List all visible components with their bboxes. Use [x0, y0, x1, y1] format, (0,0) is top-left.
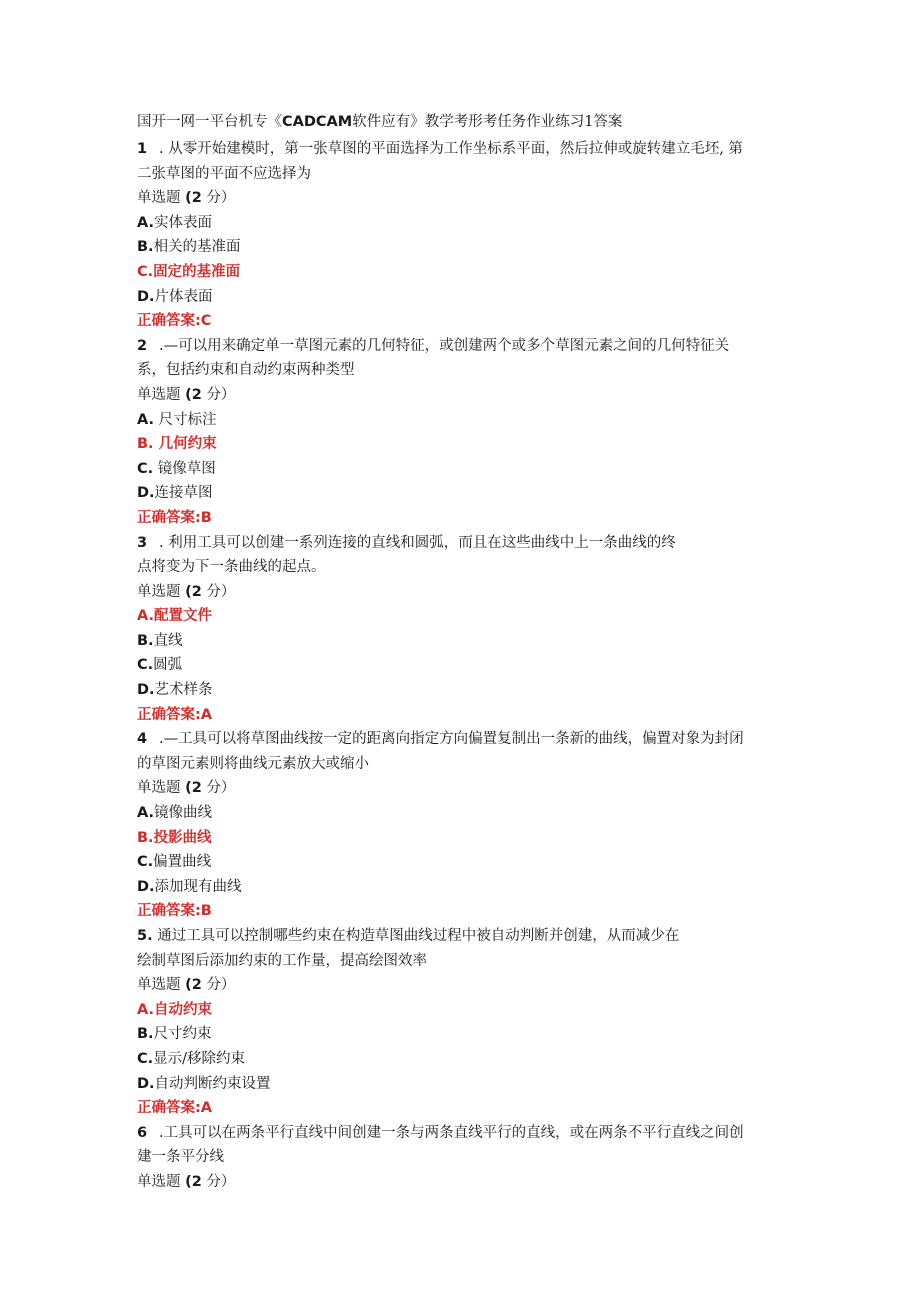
option-letter: A. [137, 214, 154, 231]
option-text: 几何约束 [153, 435, 217, 453]
option-letter: C. [137, 263, 154, 280]
option-text: 自动约束 [154, 1000, 212, 1018]
document-title [137, 110, 790, 134]
question-stem-line2: 二张草图的平面不应选择为 [137, 165, 311, 182]
question-type-label: 单选题 [137, 780, 181, 797]
option-text: 直线 [153, 632, 183, 649]
question-stem-text: 通过工具可以控制哪些约束在构造草图曲线过程中被自动判断并创建，从而减少在 [152, 928, 680, 944]
question-type-label: 单选题 [137, 583, 181, 600]
question-stem-line2: 绘制草图后添加约束的工作量，提高绘图效率 [137, 952, 427, 969]
option-d [137, 285, 790, 310]
correct-answer: 正确答案:A [137, 706, 213, 723]
question-type [137, 580, 790, 605]
correct-answer: 正确答案:B [137, 903, 212, 920]
option-c [137, 850, 790, 875]
option-text: 镜像曲线 [154, 805, 212, 822]
question-points-unit: 分） [206, 977, 236, 994]
question-stem-line1 [137, 334, 790, 359]
title-prefix: 国开一网一平台机专《 [137, 114, 282, 130]
question-stem-line1 [137, 1121, 790, 1146]
option-letter: A. [137, 608, 154, 625]
question-points-unit: 分） [206, 386, 236, 403]
option-text: 固定的基准面 [153, 262, 241, 280]
question-stem-line2: 建一条平分线 [137, 1149, 224, 1166]
question-number: 2 [137, 337, 148, 354]
option-d [137, 678, 790, 703]
question-stem-text: .—工具可以将草图曲线按一定的距离向指定方向偏置复制出一条新的曲线，偏置对象为封闭 [159, 731, 744, 748]
question-points: (2 [185, 1173, 202, 1190]
option-text: 显示/移除约束 [153, 1050, 246, 1067]
question-points: (2 [185, 977, 202, 994]
title-suffix: 软件应有》教学考形考任务作业练习1答案 [352, 114, 623, 130]
question-stem-text: . 从零开始建模时，第一张草图的平面选择为工作坐标系平面，然后拉伸或旋转建立毛坯, 第 [159, 141, 743, 157]
option-text: 配置文件 [154, 607, 212, 625]
question-points: (2 [185, 190, 202, 207]
question-5 [137, 924, 790, 1121]
option-letter: B. [137, 239, 154, 256]
option-text: 尺寸约束 [153, 1026, 212, 1043]
option-b [137, 432, 790, 457]
option-text: 片体表面 [154, 288, 213, 305]
option-c [137, 457, 790, 482]
question-number: 4 [137, 731, 148, 748]
option-letter: D. [137, 878, 155, 895]
question-points: (2 [185, 386, 202, 403]
question-type-label: 单选题 [137, 386, 181, 403]
option-d [137, 1072, 790, 1097]
correct-answer: 正确答案:A [137, 1100, 213, 1117]
question-1 [137, 137, 790, 334]
question-4 [137, 727, 790, 924]
option-letter: B. [137, 436, 154, 453]
option-text: 添加现有曲线 [154, 878, 242, 895]
question-stem-line2: 系，包括约束和自动约束两种类型 [137, 362, 355, 379]
option-letter: C. [137, 1050, 154, 1067]
option-letter: A. [137, 805, 154, 822]
option-text: 尺寸标注 [154, 411, 217, 428]
question-type [137, 973, 790, 998]
option-c [137, 260, 790, 285]
option-letter: D. [137, 288, 155, 305]
question-stem-line1 [137, 137, 790, 162]
option-text: 相关的基准面 [153, 239, 241, 256]
question-type [137, 776, 790, 801]
question-3 [137, 531, 790, 728]
option-a [137, 801, 790, 826]
option-a [137, 408, 790, 433]
option-a [137, 998, 790, 1023]
option-b [137, 1022, 790, 1047]
option-letter: C. [137, 657, 154, 674]
option-text: 连接草图 [154, 485, 213, 502]
title-bold: CADCAM [282, 114, 353, 130]
option-letter: D. [137, 1075, 155, 1092]
option-b [137, 826, 790, 851]
question-type [137, 1170, 790, 1195]
option-c [137, 653, 790, 678]
question-stem-line1 [137, 924, 790, 949]
option-text: 投影曲线 [153, 828, 212, 846]
option-a [137, 604, 790, 629]
option-letter: C. [137, 854, 154, 871]
option-letter: D. [137, 485, 155, 502]
question-points-unit: 分） [206, 190, 236, 207]
question-stem-line1 [137, 531, 790, 556]
question-type [137, 383, 790, 408]
option-text: 偏置曲线 [153, 854, 212, 871]
question-type-label: 单选题 [137, 977, 181, 994]
option-b [137, 629, 790, 654]
question-points: (2 [185, 780, 202, 797]
question-type-label: 单选题 [137, 1173, 181, 1190]
option-letter: B. [137, 829, 154, 846]
option-text: 镜像草图 [153, 460, 216, 477]
option-b [137, 235, 790, 260]
question-stem-text: .工具可以在两条平行直线中间创建一条与两条直线平行的直线，或在两条不平行直线之间创 [159, 1124, 744, 1141]
question-stem-line2: 的草图元素则将曲线元素放大或缩小 [137, 755, 369, 772]
option-d [137, 875, 790, 900]
question-2 [137, 334, 790, 531]
option-text: 自动判断约束设置 [154, 1075, 271, 1092]
option-letter: B. [137, 632, 154, 649]
question-number: 3 [137, 534, 148, 551]
question-stem-line2: 点将变为下一条曲线的起点。 [137, 559, 326, 576]
question-number: 1 [137, 141, 148, 157]
question-number: 5. [137, 928, 153, 944]
question-points-unit: 分） [206, 780, 236, 797]
option-letter: D. [137, 682, 155, 699]
option-letter: B. [137, 1026, 154, 1043]
question-type-label: 单选题 [137, 190, 181, 207]
option-d [137, 481, 790, 506]
question-number: 6 [137, 1124, 148, 1141]
option-text: 圆弧 [153, 657, 183, 674]
option-text: 实体表面 [154, 214, 212, 231]
question-list [137, 137, 790, 1195]
option-letter: A. [137, 411, 154, 428]
option-letter: A. [137, 1001, 154, 1018]
question-points-unit: 分） [206, 1173, 236, 1190]
option-c [137, 1047, 790, 1072]
question-points-unit: 分） [206, 583, 236, 600]
correct-answer: 正确答案:B [137, 509, 212, 526]
option-letter: C. [137, 460, 154, 477]
question-stem-line1 [137, 727, 790, 752]
correct-answer: 正确答案:C [137, 313, 212, 330]
option-text: 艺术样条 [154, 682, 213, 699]
question-stem-text: . 利用工具可以创建一系列连接的直线和圆弧，而且在这些曲线中上一条曲线的终 [159, 534, 676, 551]
question-stem-text: .—可以用来确定单一草图元素的几何特征，或创建两个或多个草图元素之间的几何特征关 [159, 337, 730, 354]
option-a [137, 211, 790, 236]
question-6 [137, 1121, 790, 1195]
question-points: (2 [185, 583, 202, 600]
question-type [137, 186, 790, 211]
